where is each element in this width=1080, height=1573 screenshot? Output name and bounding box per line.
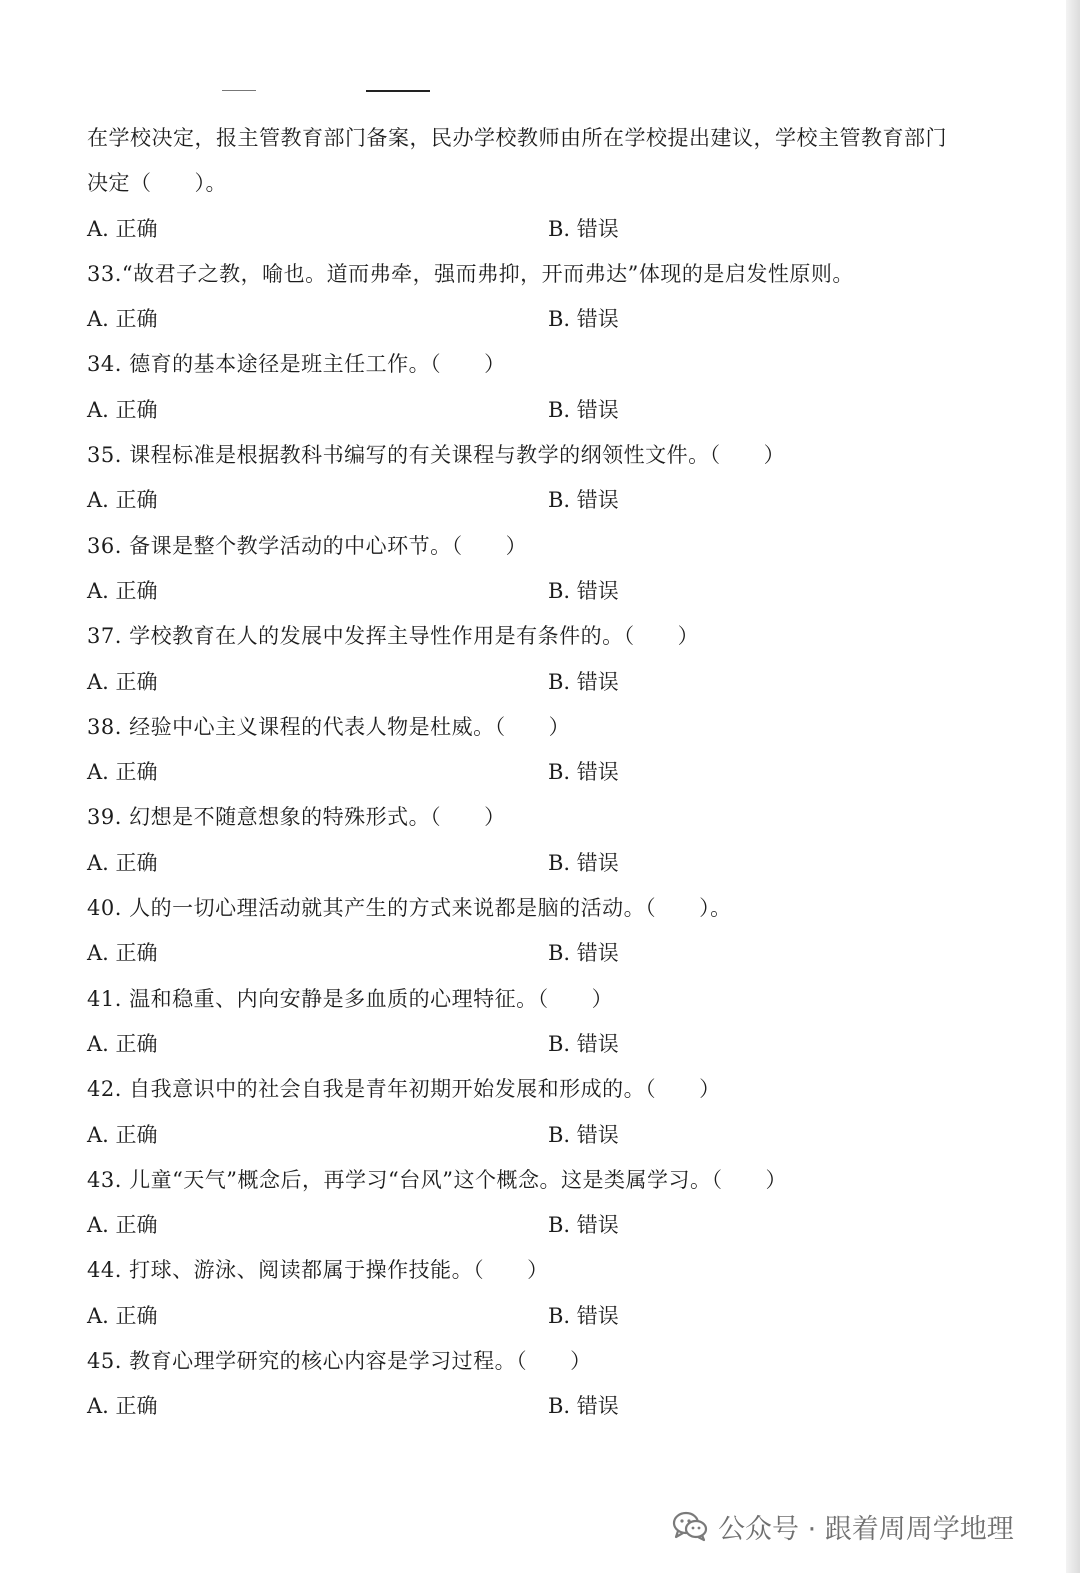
option-wrong: B. 错误	[548, 216, 619, 241]
option-correct: A. 正确	[87, 488, 158, 513]
question-text: 43. 儿童“天气”概念后，再学习“台风”这个概念。这是类属学习。（ ）	[87, 1167, 788, 1192]
question-text: 45. 教育心理学研究的核心内容是学习过程。（ ）	[87, 1349, 592, 1374]
answer-options	[87, 297, 1047, 342]
question-item	[87, 252, 1047, 343]
option-correct: A. 正确	[87, 1303, 158, 1328]
option-wrong: B. 错误	[548, 307, 619, 332]
page-edge	[1066, 0, 1080, 1573]
answer-options	[87, 660, 1047, 705]
question-item	[87, 1158, 1047, 1249]
question-item	[87, 886, 1047, 977]
option-correct: A. 正确	[87, 1394, 158, 1419]
answer-options	[87, 569, 1047, 614]
answer-options	[87, 841, 1047, 886]
option-wrong: B. 错误	[548, 941, 619, 966]
question-item	[87, 795, 1047, 886]
question-text: 42. 自我意识中的社会自我是青年初期开始发展和形成的。（ ）	[87, 1077, 721, 1102]
watermark-text: 公众号 · 跟着周周学地理	[718, 1513, 1014, 1545]
scan-mark	[222, 90, 256, 91]
answer-options	[87, 207, 1047, 252]
option-correct: A. 正确	[87, 397, 158, 422]
question-text: 在学校决定，报主管教育部门备案，民办学校教师由所在学校提出建议，学校主管教育部门	[87, 126, 947, 150]
question-text: 39. 幻想是不随意想象的特殊形式。（ ）	[87, 805, 506, 830]
option-wrong: B. 错误	[548, 1303, 619, 1328]
question-text: 35. 课程标准是根据教科书编写的有关课程与教学的纲领性文件。（ ）	[87, 443, 786, 468]
question-item	[87, 342, 1047, 433]
question-text: 44. 打球、游泳、阅读都属于操作技能。（ ）	[87, 1258, 549, 1283]
question-text: 33.“故君子之教，喻也。道而弗牵，强而弗抑，开而弗达”体现的是启发性原则。	[87, 261, 854, 286]
question-text: 34. 德育的基本途径是班主任工作。（ ）	[87, 352, 506, 377]
option-correct: A. 正确	[87, 760, 158, 785]
option-wrong: B. 错误	[548, 1031, 619, 1056]
option-wrong: B. 错误	[548, 1122, 619, 1147]
answer-options	[87, 1294, 1047, 1339]
wechat-icon	[672, 1510, 708, 1542]
answer-options	[87, 931, 1047, 976]
option-correct: A. 正确	[87, 307, 158, 332]
question-text: 36. 备课是整个教学活动的中心环节。（ ）	[87, 533, 528, 558]
question-list	[87, 116, 1047, 1430]
answer-options	[87, 478, 1047, 523]
option-wrong: B. 错误	[548, 488, 619, 513]
option-wrong: B. 错误	[548, 1213, 619, 1238]
question-text: 37. 学校教育在人的发展中发挥主导性作用是有条件的。（ ）	[87, 624, 700, 649]
question-item	[87, 433, 1047, 524]
question-item	[87, 1067, 1047, 1158]
question-item	[87, 1248, 1047, 1339]
question-item	[87, 1339, 1047, 1430]
question-item	[87, 977, 1047, 1068]
option-wrong: B. 错误	[548, 669, 619, 694]
answer-options	[87, 1022, 1047, 1067]
question-item	[87, 524, 1047, 615]
answer-options	[87, 750, 1047, 795]
option-correct: A. 正确	[87, 941, 158, 966]
question-item	[87, 614, 1047, 705]
option-wrong: B. 错误	[548, 850, 619, 875]
option-correct: A. 正确	[87, 1122, 158, 1147]
option-wrong: B. 错误	[548, 1394, 619, 1419]
option-correct: A. 正确	[87, 578, 158, 603]
question-text: 38. 经验中心主义课程的代表人物是杜威。（ ）	[87, 714, 571, 739]
question-text: 40. 人的一切心理活动就其产生的方式来说都是脑的活动。（ ）。	[87, 896, 732, 921]
question-text: 41. 温和稳重、内向安静是多血质的心理特征。（ ）	[87, 986, 614, 1011]
answer-options	[87, 388, 1047, 433]
question-item	[87, 116, 1047, 252]
option-correct: A. 正确	[87, 1213, 158, 1238]
answer-options	[87, 1384, 1047, 1429]
answer-options	[87, 1113, 1047, 1158]
option-wrong: B. 错误	[548, 578, 619, 603]
scan-mark	[366, 90, 430, 92]
watermark	[672, 1506, 1014, 1546]
answer-options	[87, 1203, 1047, 1248]
option-correct: A. 正确	[87, 669, 158, 694]
question-item	[87, 705, 1047, 796]
option-wrong: B. 错误	[548, 397, 619, 422]
option-wrong: B. 错误	[548, 760, 619, 785]
option-correct: A. 正确	[87, 1031, 158, 1056]
option-correct: A. 正确	[87, 216, 158, 241]
option-correct: A. 正确	[87, 850, 158, 875]
question-text: 决定（ ）。	[87, 171, 227, 196]
